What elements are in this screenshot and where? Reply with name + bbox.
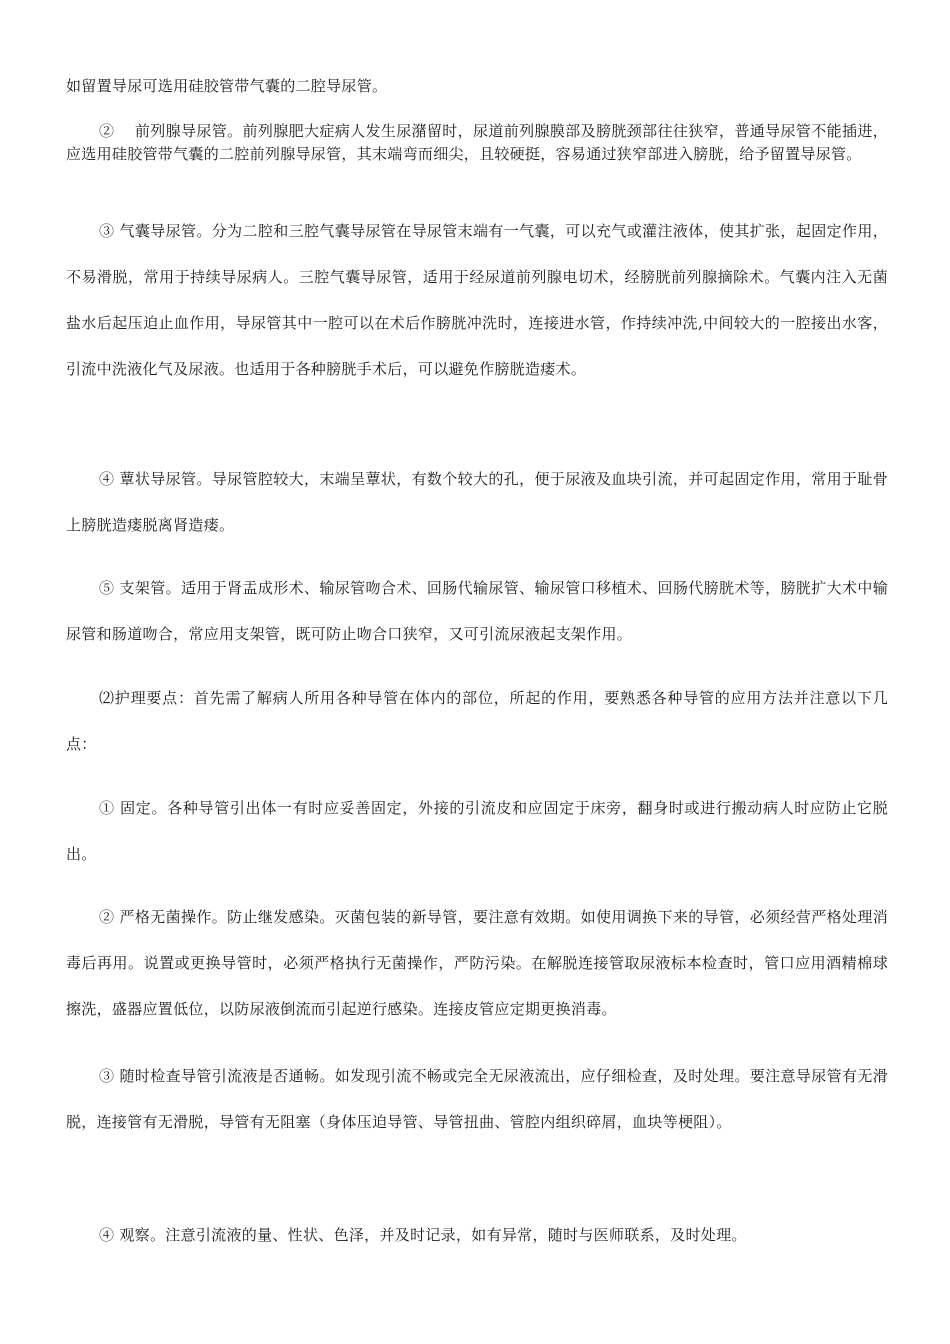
- paragraph-continuation: 如留置导尿可选用硅胶管带气囊的二腔导尿管。: [66, 77, 388, 95]
- paragraph-mushroom-catheter: ④ 蕈状导尿管。导尿管腔较大，末端呈蕈状，有数个较大的孔，便于尿液及血块引流，并可起固定作用，常用于耻骨上膀胱造瘘脱离肾造瘘。: [66, 470, 888, 534]
- paragraph-prostate-catheter: ② 前列腺导尿管。前列腺肥大症病人发生尿潴留时，尿道前列腺膜部及膀胱颈部往往狭窄，普通导尿管不能插进，应选用硅胶管带气囊的二腔前列腺导尿管，其末端弯而细尖，且较硬挺，容易通过狭窄部进入膀胱，给予留置导尿管。: [66, 122, 888, 163]
- paragraph-drainage-check: ③ 随时检查导管引流液是否通畅。如发现引流不畅或完全无尿液流出，应仔细检查，及时处理。要注意导尿管有无滑脱，连接管有无滑脱，导管有无阻塞（身体压迫导管、导管扭曲、管腔内组织碎屑，血块等梗阻）。: [66, 1067, 888, 1131]
- paragraph-nursing-points: ⑵护理要点：首先需了解病人所用各种导管在体内的部位，所起的作用，要熟悉各种导管的应用方法并注意以下几点：: [66, 689, 888, 753]
- paragraph-fixation: ① 固定。各种导管引出体一有时应妥善固定，外接的引流皮和应固定于床旁，翻身时或进行搬动病人时应防止它脱出。: [66, 799, 888, 863]
- paragraph-stent-tube: ⑤ 支架管。适用于肾盂成形术、输尿管吻合术、回肠代输尿管、输尿管口移植术、回肠代膀胱术等，膀胱扩大术中输尿管和肠道吻合，常应用支架管，既可防止吻合口狭窄，又可引流尿液起支架作用。: [66, 579, 888, 643]
- paragraph-observation: ④ 观察。注意引流液的量、性状、色泽，并及时记录，如有异常，随时与医师联系，及时处理。: [99, 1226, 747, 1244]
- paragraph-aseptic-operation: ② 严格无菌操作。防止继发感染。灭菌包装的新导管，要注意有效期。如使用调换下来的导管，必须经营严格处理消毒后再用。说置或更换导管时，必须严格执行无菌操作，严防污染。在解脱连接管取尿液标本检查时，管口应用酒精棉球擦洗，盛器应置低位，以防尿液倒流而引起逆行感染。连接皮管应定期更换消毒。: [66, 908, 888, 1018]
- paragraph-balloon-catheter: ③ 气囊导尿管。分为二腔和三腔气囊导尿管在导尿管末端有一气囊，可以充气或灌注液体，使其扩张，起固定作用，不易滑脱，常用于持续导尿病人。三腔气囊导尿管，适用于经尿道前列腺电切术，经膀胱前列腺摘除术。气囊内注入无菌盐水后起压迫止血作用，导尿管其中一腔可以在术后作膀胱冲洗时，连接进水管，作持续冲洗,中间较大的一腔接出水客，引流中洗液化气及尿液。也适用于各种膀胱手术后，可以避免作膀胱造瘘术。: [66, 222, 888, 378]
